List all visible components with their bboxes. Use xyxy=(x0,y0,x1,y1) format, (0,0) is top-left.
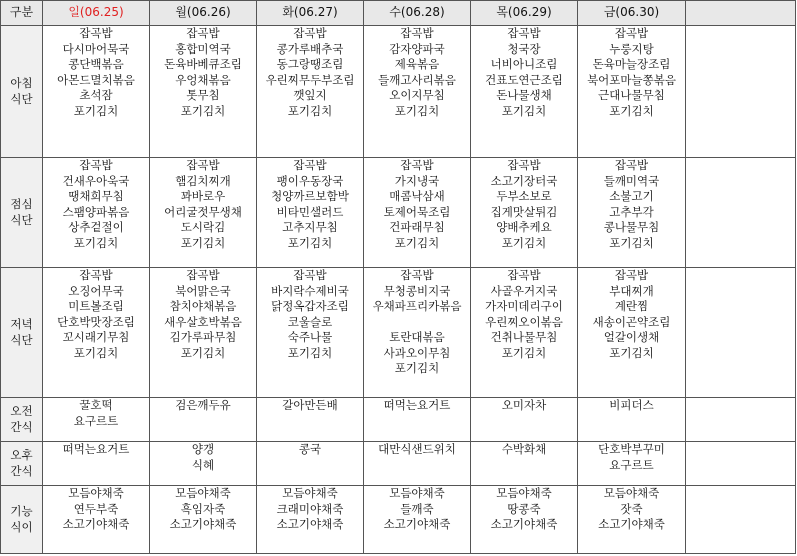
menu-cell xyxy=(43,486,150,554)
menu-item: 단호박부꾸미 xyxy=(598,442,665,456)
menu-cell xyxy=(43,268,150,398)
menu-cell xyxy=(43,158,150,268)
menu-item: 소고기야채죽 xyxy=(490,517,558,531)
menu-cell xyxy=(578,442,686,486)
row-label xyxy=(1,268,43,398)
menu-item: 잡곡밥 xyxy=(614,26,649,40)
menu-item: 청국장 xyxy=(507,41,541,56)
menu-item: 토란대볶음 xyxy=(389,330,445,344)
menu-item: 포기김치 xyxy=(609,103,654,118)
menu-cell xyxy=(578,486,686,554)
header-empty-cell xyxy=(686,1,796,26)
menu-item: 상추겉절이 xyxy=(68,220,124,234)
menu-item: 모듬야채죽 xyxy=(68,486,124,500)
meal-row-dinner xyxy=(1,268,796,398)
menu-item xyxy=(364,315,470,331)
menu-item: 포기김치 xyxy=(73,103,119,118)
menu-item: 돈육바베큐조림 xyxy=(164,57,242,71)
menu-item: 모듬야채죽 xyxy=(496,486,552,500)
menu-item: 잡곡밥 xyxy=(186,268,220,282)
meal-row-pm-snack xyxy=(1,442,796,486)
menu-item: 가자미데리구이 xyxy=(485,299,563,313)
menu-item: 식혜 xyxy=(191,457,215,472)
menu-item: 초석잠 xyxy=(79,88,113,102)
menu-item: 잡곡밥 xyxy=(79,268,113,282)
menu-item: 잡곡밥 xyxy=(400,26,434,40)
menu-item: 우린찌무두부조림 xyxy=(265,72,355,87)
menu-item: 비타민샐러드 xyxy=(276,204,344,219)
menu-item: 떠먹는요거트 xyxy=(383,398,451,412)
header-day-mon: 월(06.26) xyxy=(150,1,257,26)
menu-item: 콩나물무침 xyxy=(603,220,660,234)
menu-cell xyxy=(150,486,257,554)
menu-item: 바지락수제비국 xyxy=(271,283,349,298)
menu-item: 단호박맛장조림 xyxy=(57,314,135,329)
row-label xyxy=(1,486,43,554)
menu-cell xyxy=(364,26,471,158)
menu-item: 양갱 xyxy=(191,442,215,456)
menu-item: 포기김치 xyxy=(73,345,119,360)
menu-item: 콩단백볶음 xyxy=(68,57,124,71)
empty-cell xyxy=(686,26,796,158)
menu-item: 잡곡밥 xyxy=(507,26,541,40)
menu-item: 건파래무침 xyxy=(389,220,445,234)
menu-item: 코울슬로 xyxy=(287,314,333,329)
row-label-line: 식단 xyxy=(10,91,33,106)
menu-item: 소고기장터국 xyxy=(490,173,558,188)
menu-item: 사과오이무침 xyxy=(383,345,451,360)
menu-item: 꿀호떡 xyxy=(79,398,113,412)
menu-item: 포기김치 xyxy=(287,103,333,118)
menu-item: 포기김치 xyxy=(394,103,440,118)
menu-cell xyxy=(364,486,471,554)
menu-item: 꽈바로우 xyxy=(180,189,226,203)
menu-item: 오미자차 xyxy=(501,398,547,412)
menu-cell xyxy=(257,26,364,158)
menu-item: 돈나물생채 xyxy=(496,88,552,102)
menu-item: 포기김치 xyxy=(501,103,547,118)
menu-item: 소고기야채죽 xyxy=(62,517,130,531)
meal-row-am-snack xyxy=(1,398,796,442)
menu-item: 집게맛살튀김 xyxy=(490,204,558,219)
menu-item: 모듬야채죽 xyxy=(175,486,231,500)
menu-item: 요구르트 xyxy=(73,413,119,428)
menu-item: 숙주나물 xyxy=(287,330,333,344)
menu-cell xyxy=(471,158,578,268)
menu-item: 소고기야채죽 xyxy=(383,517,451,531)
menu-item: 수박화채 xyxy=(501,442,547,456)
menu-cell xyxy=(257,486,364,554)
menu-item: 다시마어묵국 xyxy=(62,41,130,56)
menu-item: 소불고기 xyxy=(609,189,654,203)
menu-item: 홍합미역국 xyxy=(175,41,231,56)
menu-cell xyxy=(471,268,578,398)
row-label-line: 간식 xyxy=(10,463,33,478)
empty-cell xyxy=(686,398,796,442)
menu-item: 콩가루배추국 xyxy=(276,41,344,56)
menu-item: 양배추케요 xyxy=(496,220,552,234)
row-label-line: 식이 xyxy=(10,519,33,534)
menu-item: 팽이우동장국 xyxy=(276,173,344,188)
empty-cell xyxy=(686,268,796,398)
menu-item: 모듬야채죽 xyxy=(282,486,338,500)
header-row xyxy=(1,1,796,26)
meal-row-lunch xyxy=(1,158,796,268)
menu-item: 우린찌오이볶음 xyxy=(485,314,563,329)
menu-item: 소고기야채죽 xyxy=(598,517,665,531)
menu-item: 잡곡밥 xyxy=(614,268,649,282)
menu-item: 소고기야채죽 xyxy=(276,517,344,531)
menu-item: 모듬야채죽 xyxy=(603,486,660,500)
row-label-line: 오전 xyxy=(10,404,33,418)
menu-item: 오징어무국 xyxy=(68,283,124,298)
menu-cell xyxy=(578,26,686,158)
empty-cell xyxy=(686,158,796,268)
menu-item: 떠먹는요거트 xyxy=(62,442,130,456)
menu-item: 잡곡밥 xyxy=(400,268,434,282)
menu-item: 북어포마늘쫑볶음 xyxy=(587,72,676,87)
menu-cell xyxy=(43,398,150,442)
menu-item: 오이지무침 xyxy=(389,88,445,102)
menu-item: 포기김치 xyxy=(180,345,226,360)
row-label xyxy=(1,442,43,486)
menu-item: 새송이곤약조림 xyxy=(592,314,671,329)
menu-cell xyxy=(257,158,364,268)
row-label-line: 오후 xyxy=(10,448,33,462)
menu-item: 도시락김 xyxy=(180,220,226,234)
menu-item: 잡곡밥 xyxy=(186,158,220,172)
row-label-line: 식단 xyxy=(10,332,33,347)
menu-item: 포기김치 xyxy=(609,345,654,360)
menu-item: 누룽지탕 xyxy=(609,41,654,56)
meal-row-breakfast xyxy=(1,26,796,158)
menu-item: 계란찜 xyxy=(614,299,649,313)
menu-item: 잡곡밥 xyxy=(507,268,541,282)
menu-cell xyxy=(150,442,257,486)
row-label-line: 기능 xyxy=(10,504,33,518)
menu-cell xyxy=(471,442,578,486)
menu-item: 깻잎지 xyxy=(293,88,327,102)
menu-cell xyxy=(578,268,686,398)
menu-item: 무청콩비지국 xyxy=(383,283,451,298)
menu-item: 들깨고사리볶음 xyxy=(378,72,456,87)
menu-item: 얼갈이생채 xyxy=(603,330,660,344)
menu-item: 잡곡밥 xyxy=(79,26,113,40)
menu-cell xyxy=(364,158,471,268)
menu-item: 땡채희무침 xyxy=(68,189,124,203)
menu-item: 햄김치찌개 xyxy=(175,173,231,188)
menu-item: 톳무침 xyxy=(186,88,220,102)
menu-cell xyxy=(471,26,578,158)
menu-item: 꼬시래기무침 xyxy=(62,330,130,344)
menu-item: 매콤낙삼새 xyxy=(389,189,445,203)
menu-item: 포기김치 xyxy=(287,345,333,360)
menu-item: 흑임자죽 xyxy=(180,501,226,516)
row-label xyxy=(1,398,43,442)
header-day-wed: 수(06.28) xyxy=(364,1,471,26)
menu-item: 참치야채볶음 xyxy=(169,299,237,313)
menu-table-body xyxy=(1,1,796,554)
menu-cell xyxy=(43,442,150,486)
menu-item: 스팸양파볶음 xyxy=(62,204,130,219)
menu-item: 건표도연근조림 xyxy=(485,72,563,87)
menu-item: 미트볼조림 xyxy=(68,299,124,313)
menu-item: 부대찌개 xyxy=(609,283,654,298)
menu-item: 잡곡밥 xyxy=(400,158,434,172)
menu-cell xyxy=(150,398,257,442)
menu-cell xyxy=(471,398,578,442)
menu-cell xyxy=(43,26,150,158)
menu-item: 포기김치 xyxy=(73,235,119,250)
menu-item: 토제어묵조림 xyxy=(383,204,451,219)
menu-item: 들깨미역국 xyxy=(603,173,660,188)
menu-cell xyxy=(257,398,364,442)
menu-item: 두부소보로 xyxy=(496,189,552,203)
menu-item: 들깨죽 xyxy=(400,501,434,516)
row-label-line: 점심 xyxy=(10,197,33,211)
menu-item: 감자양파국 xyxy=(389,41,445,56)
empty-cell xyxy=(686,486,796,554)
menu-item: 잡곡밥 xyxy=(186,26,220,40)
empty-cell xyxy=(686,442,796,486)
menu-item: 포기김치 xyxy=(394,235,440,250)
menu-item: 포기김치 xyxy=(180,235,226,250)
row-label xyxy=(1,158,43,268)
menu-item: 고추부각 xyxy=(609,204,654,219)
menu-item: 갈아만든배 xyxy=(282,398,338,412)
row-label xyxy=(1,26,43,158)
header-day-tue: 화(06.27) xyxy=(257,1,364,26)
menu-item: 근대나물무침 xyxy=(598,88,665,102)
menu-item: 포기김치 xyxy=(180,103,226,118)
menu-item: 우채파프리카볶음 xyxy=(372,299,462,313)
menu-item: 아몬드멸치볶음 xyxy=(57,72,135,87)
menu-item: 비피더스 xyxy=(609,398,654,412)
menu-item: 고추지무침 xyxy=(282,220,338,234)
menu-item: 우엉채볶음 xyxy=(175,72,231,87)
menu-item: 포기김치 xyxy=(287,235,333,250)
menu-item: 건새우아욱국 xyxy=(62,173,130,188)
menu-cell xyxy=(364,268,471,398)
menu-item: 잡곡밥 xyxy=(614,158,649,172)
menu-cell xyxy=(578,398,686,442)
menu-item: 땅콩죽 xyxy=(507,501,541,516)
menu-item: 포기김치 xyxy=(501,345,547,360)
menu-item: 포기김치 xyxy=(501,235,547,250)
row-label-line: 간식 xyxy=(10,419,33,434)
row-label-line: 저녁 xyxy=(10,317,33,331)
menu-cell xyxy=(257,442,364,486)
menu-item: 북어맑은국 xyxy=(175,283,231,298)
menu-cell xyxy=(364,442,471,486)
menu-item: 콩국 xyxy=(298,442,322,456)
menu-cell xyxy=(150,158,257,268)
menu-item: 제육볶음 xyxy=(394,57,440,71)
menu-item: 소고기야채죽 xyxy=(169,517,237,531)
menu-item: 김가루파무침 xyxy=(169,330,237,344)
menu-cell xyxy=(471,486,578,554)
menu-item: 돈육마늘장조림 xyxy=(592,57,671,71)
header-day-thu: 목(06.29) xyxy=(471,1,578,26)
menu-item: 사골우거지국 xyxy=(490,283,558,298)
menu-item: 가지냉국 xyxy=(394,173,440,188)
menu-cell xyxy=(150,268,257,398)
menu-item: 잡곡밥 xyxy=(79,158,113,172)
header-corner: 구분 xyxy=(1,1,43,26)
menu-item: 건취나물무침 xyxy=(490,330,558,344)
menu-item: 어리굴젓무생채 xyxy=(164,204,242,219)
header-day-sun: 일(06.25) xyxy=(43,1,150,26)
menu-item: 포기김치 xyxy=(394,361,440,375)
menu-item: 잡곡밥 xyxy=(293,26,327,40)
menu-item: 너비아니조림 xyxy=(490,57,558,71)
menu-cell xyxy=(364,398,471,442)
menu-item: 모듬야채죽 xyxy=(389,486,445,500)
menu-item: 검은깨두유 xyxy=(175,398,231,412)
menu-item: 잡곡밥 xyxy=(293,158,327,172)
meal-row-special-diet xyxy=(1,486,796,554)
menu-item: 크래미야채죽 xyxy=(276,501,344,516)
menu-item: 동그랑땡조림 xyxy=(276,57,344,71)
header-day-fri: 금(06.30) xyxy=(578,1,686,26)
menu-item: 잣죽 xyxy=(620,501,643,516)
menu-item: 닭정옥갑자조림 xyxy=(271,299,349,313)
menu-cell xyxy=(578,158,686,268)
menu-item: 잡곡밥 xyxy=(507,158,541,172)
menu-item: 청양까르보함박 xyxy=(271,189,349,203)
menu-item: 대만식샌드위치 xyxy=(378,442,456,456)
menu-cell xyxy=(257,268,364,398)
menu-item: 요구르트 xyxy=(609,457,654,472)
menu-item: 새우살호박볶음 xyxy=(164,314,242,329)
menu-item: 연두부죽 xyxy=(73,501,119,516)
row-label-line: 식단 xyxy=(10,212,33,227)
menu-item: 잡곡밥 xyxy=(293,268,327,282)
menu-cell xyxy=(150,26,257,158)
menu-item: 포기김치 xyxy=(609,235,654,250)
row-label-line: 아침 xyxy=(10,76,33,90)
